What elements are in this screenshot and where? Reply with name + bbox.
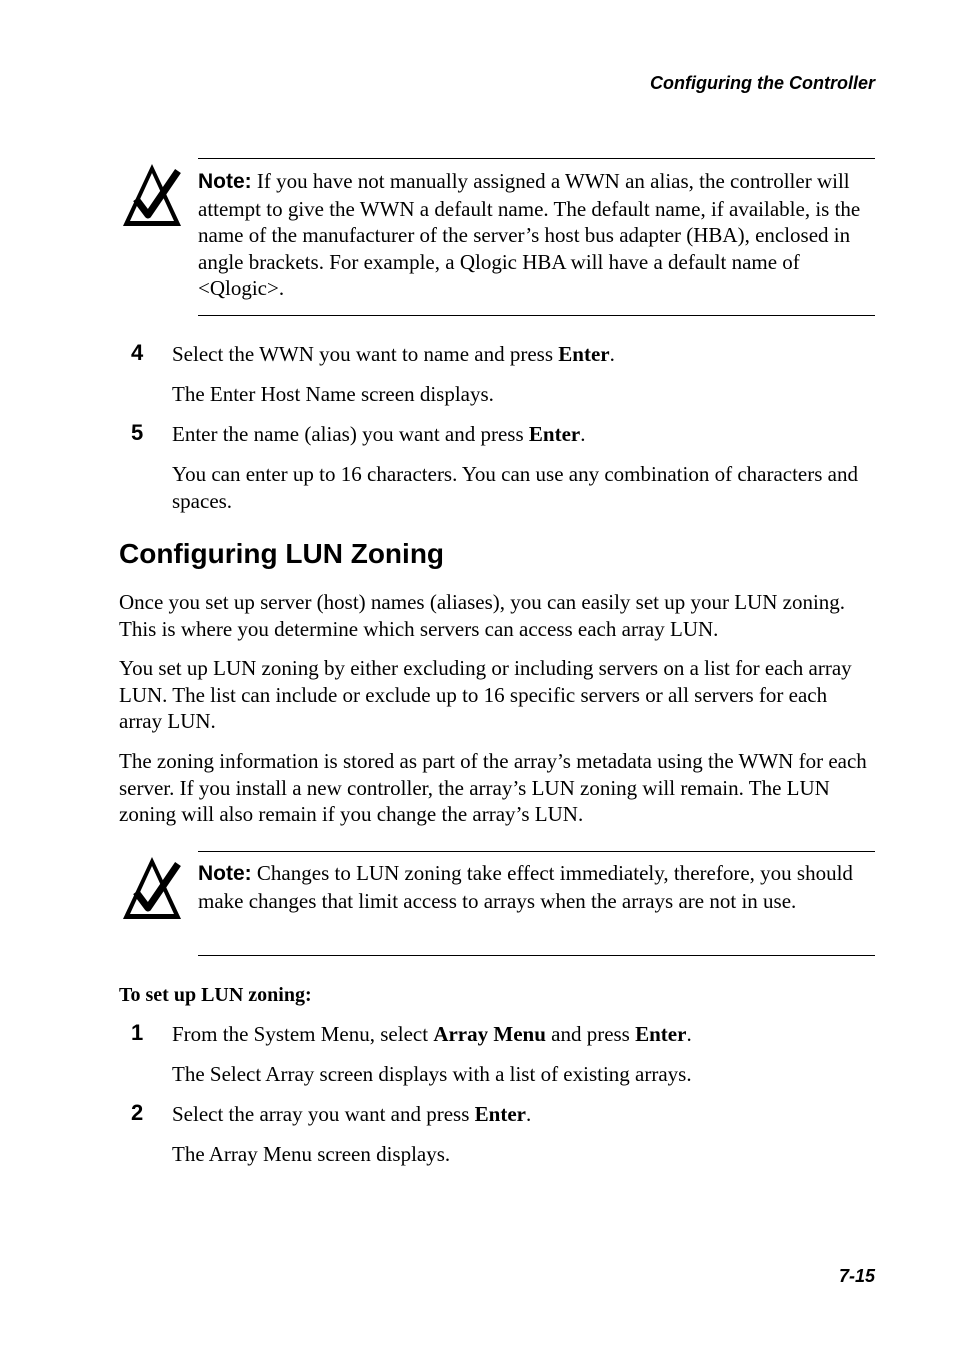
paragraph: You set up LUN zoning by either excluding or including servers on a list for each array LUN. The list can include or exclude up to 16 specific servers or all servers for each array LUN.: [119, 656, 852, 733]
step-number: 1: [131, 1020, 144, 1045]
step-number: 4: [131, 340, 144, 365]
step-instruction: Enter the name (alias) you want and press Enter.: [172, 422, 586, 446]
page-number: 7-15: [838, 1266, 875, 1286]
note-text: If you have not manually assigned a WWN an alias, the controller will attempt to give the WWN a default name. The default name, if available, is the name of the manufacturer of the server’s host bus adapter (HBA), enclosed in angle brackets. For example, a Qlogic HBA will have a default name of <Qlogic>.: [198, 169, 861, 300]
note-checkmark-icon: [122, 163, 182, 227]
note-box: [198, 851, 875, 956]
step-number: 2: [131, 1100, 144, 1125]
note-label: Note:: [198, 862, 252, 885]
step-result: The Enter Host Name screen displays.: [172, 382, 494, 406]
note-text: Changes to LUN zoning take effect immediately, therefore, you should make changes that limit access to arrays when the arrays are not in use.: [198, 861, 853, 913]
step-instruction: Select the WWN you want to name and press Enter.: [172, 342, 615, 366]
note-box: [198, 158, 875, 316]
step-instruction: Select the array you want and press Enter.: [172, 1102, 532, 1126]
step-result: The Select Array screen displays with a list of existing arrays.: [172, 1062, 692, 1086]
running-header: Configuring the Controller: [650, 73, 875, 93]
note-label: Note:: [198, 170, 252, 193]
paragraph: The zoning information is stored as part of the array’s metadata using the WWN for each server. If you install a new controller, the array’s LUN zoning will remain. The LUN zoning will also remain if you change the array’s LUN.: [119, 749, 867, 826]
paragraph: Once you set up server (host) names (aliases), you can easily set up your LUN zoning. This is where you determine which servers can access each array LUN.: [119, 590, 846, 641]
procedure-title: To set up LUN zoning:: [119, 984, 312, 1006]
step-result: You can enter up to 16 characters. You can use any combination of characters and spaces.: [172, 462, 858, 513]
section-heading: Configuring LUN Zoning: [119, 538, 445, 569]
step-number: 5: [131, 420, 144, 445]
note-checkmark-icon: [122, 856, 182, 920]
step-instruction: From the System Menu, select Array Menu and press Enter.: [172, 1022, 692, 1046]
step-result: The Array Menu screen displays.: [172, 1142, 451, 1166]
